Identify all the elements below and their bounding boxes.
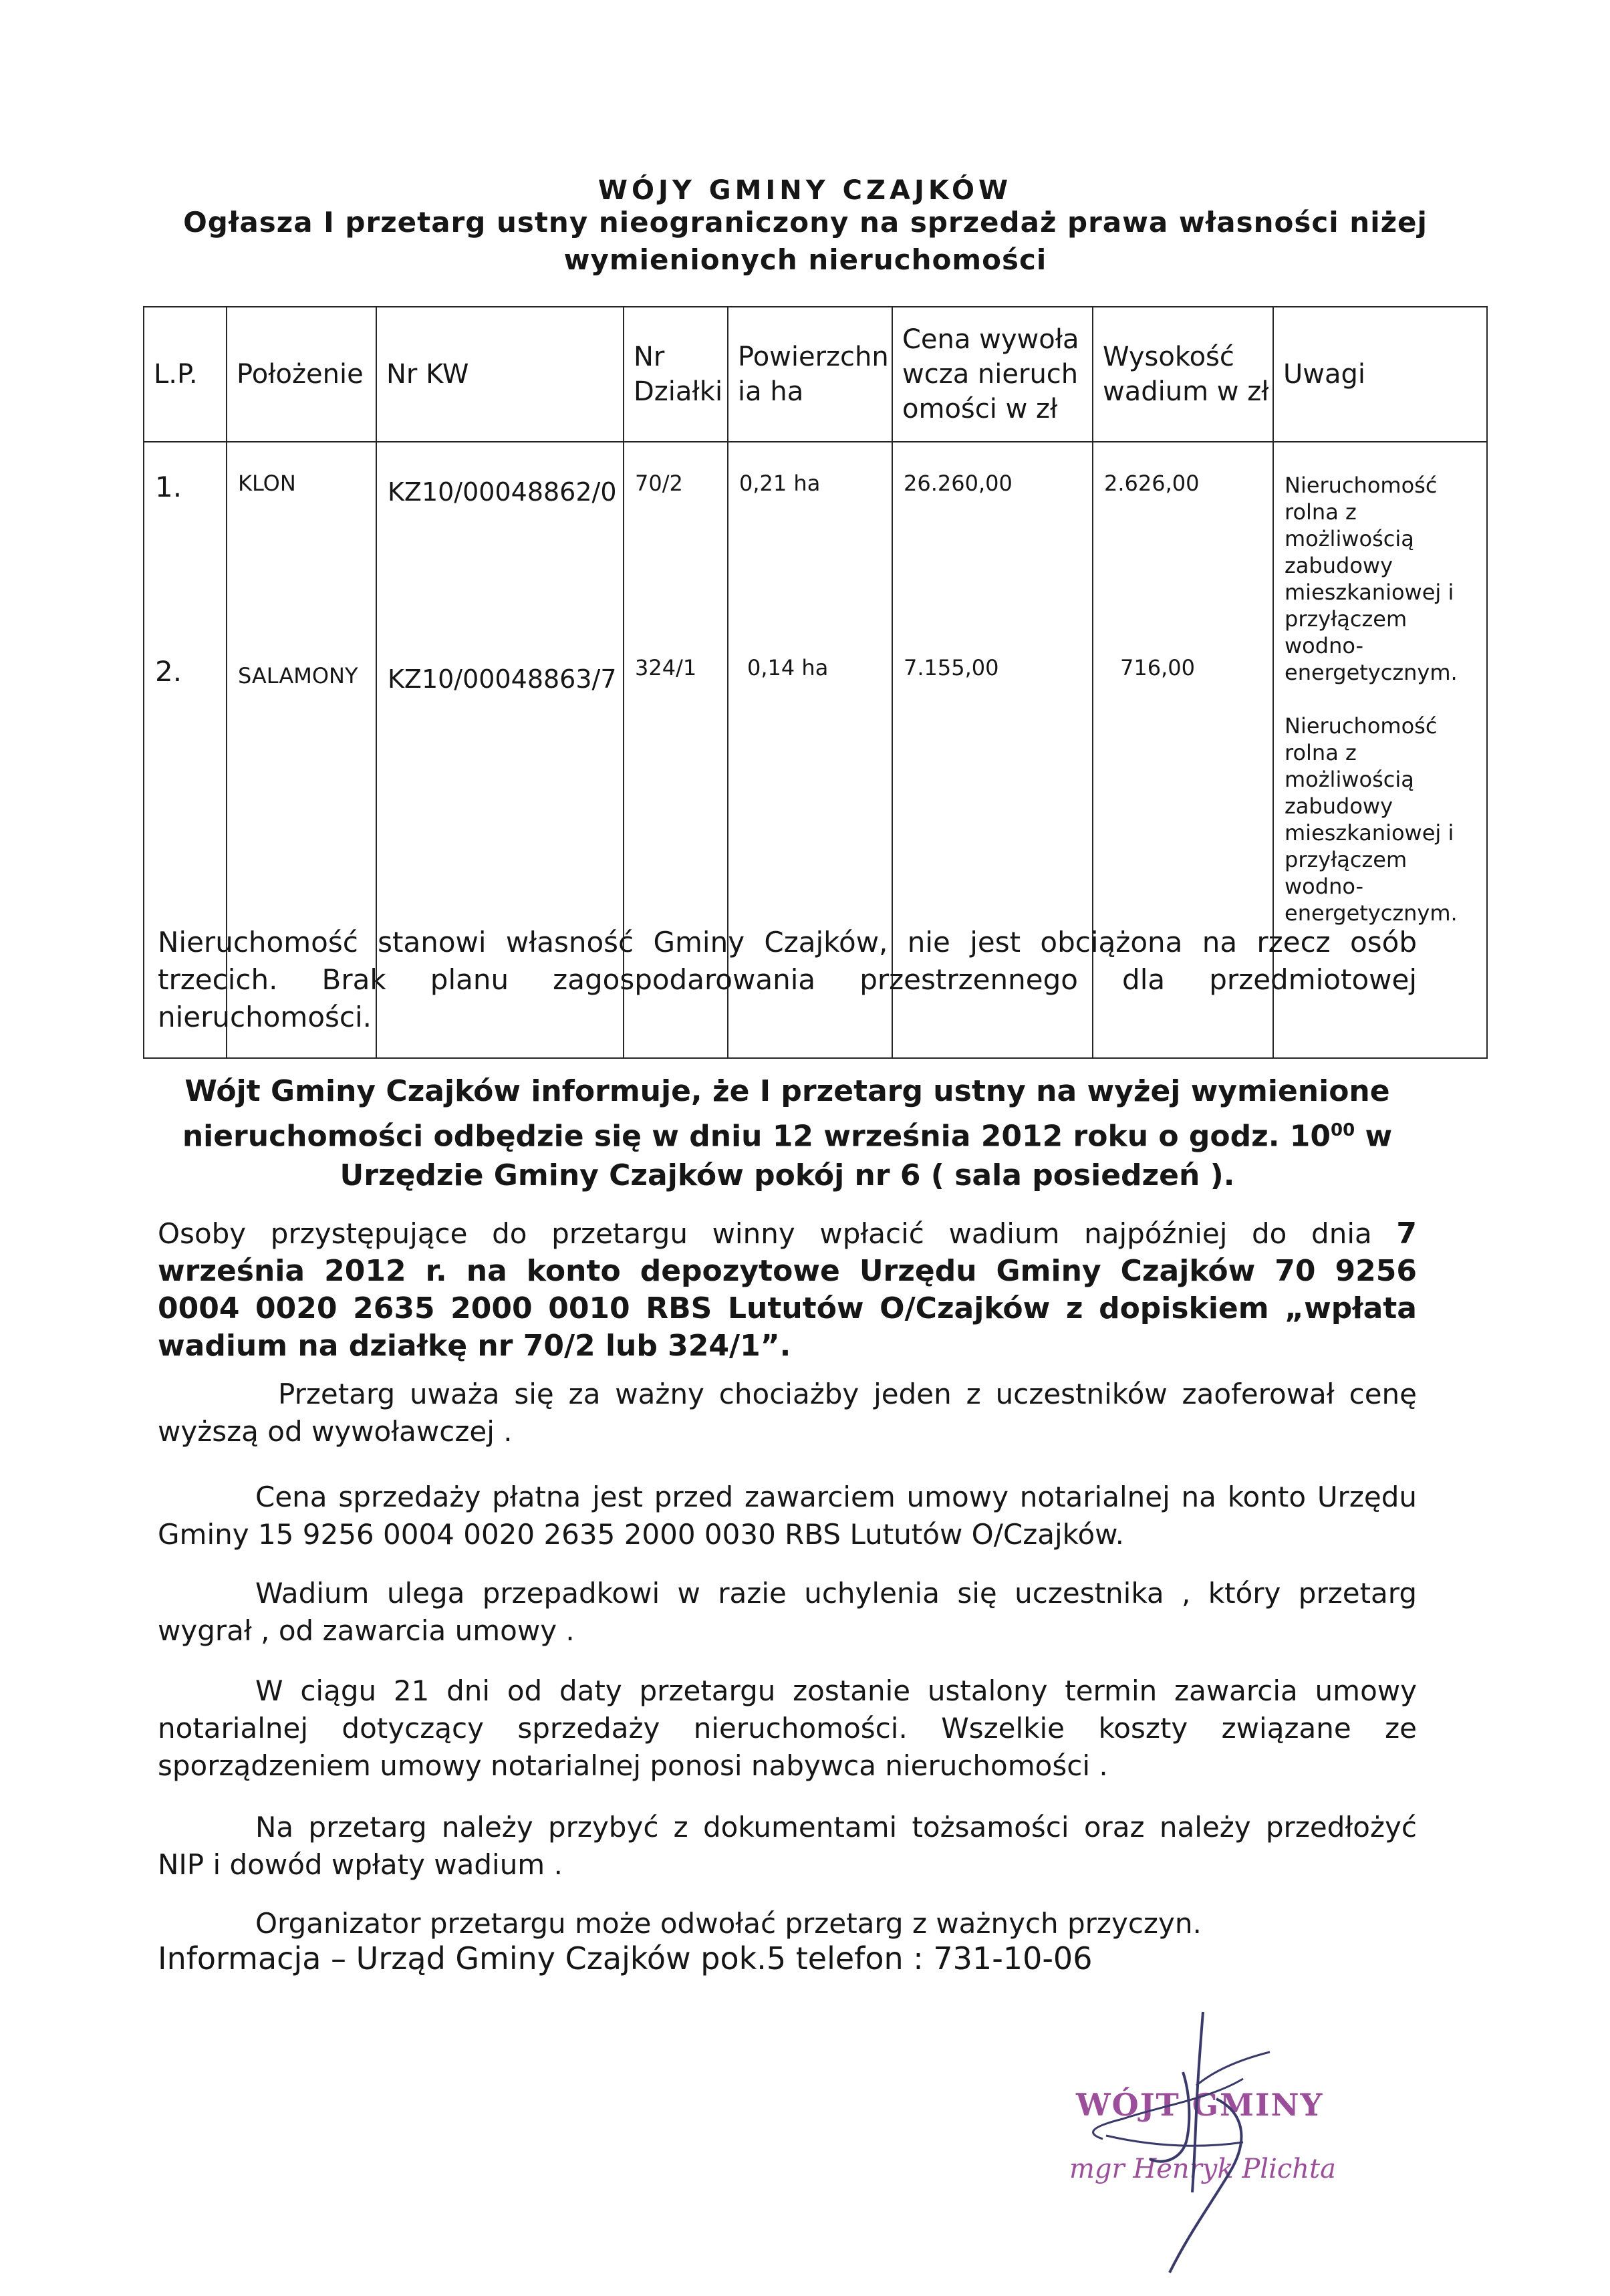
row2-wadium: 716,00 [1120,655,1195,680]
header-lp: L.P. [144,307,227,442]
official-stamp-title: WÓJT GMINY [1076,2087,1324,2123]
document-title: WÓJY GMINY CZAJKÓW [597,175,1013,206]
header-wadium: Wysokość wadium w zł [1093,307,1273,442]
document-subtitle: Ogłasza I przetarg ustny nieograniczony na sprzedaż prawa własności niżej wymienionych nieruchomości [183,206,1428,276]
header-uwagi: Uwagi [1273,307,1487,442]
row1-cena: 26.260,00 [904,471,1013,496]
paragraph-contact: Informacja – Urząd Gminy Czajków pok.5 telefon : 731-10-06 [158,1940,1093,1976]
handwritten-signature [1043,2005,1363,2286]
paragraph-cancel: Organizator przetargu może odwołać przetarg z ważnych przyczyn. [255,1907,1202,1940]
paragraph-ownership: Nieruchomość stanowi własność Gminy Czajków, nie jest obciążona na rzecz osób trzecich. Brak planu zagospodarowania przestrzennego dla przedmiotowej nieruchomości. [158,926,1417,1033]
paragraph-notary: W ciągu 21 dni od daty przetargu zostanie ustalony termin zawarcia umowy notarialnej dotyczący sprzedaży nieruchomości. Wszelkie koszty związane ze sporządzeniem umowy notarialnej ponosi nabywca nieruchomości . [158,1674,1417,1782]
header-cena: Cena wywoławcza nieruchomości w zł [892,307,1093,442]
auction-place-text: w Urzędzie Gminy Czajków pokój nr 6 ( sala posiedzeń ). [340,1119,1393,1192]
auction-date-text: Wójt Gminy Czajków informuje, że I przetarg ustny na wyżej wymienione nieruchomości odbędzie się w dniu 12 września 2012 roku o godz. 10 [182,1074,1390,1154]
row2-cena: 7.155,00 [904,655,999,680]
auction-hour-superscript: 00 [1331,1120,1355,1140]
official-stamp-name: mgr Henryk Plichta [1069,2154,1336,2184]
row1-nr-dzialki: 70/2 [635,471,683,496]
paragraph-payment: Cena sprzedaży płatna jest przed zawarciem umowy notarialnej na konto Urzędu Gminy 15 9256 0004 0020 2635 2000 0030 RBS Lututów O/Czajków. [158,1481,1417,1551]
row1-nr-kw: KZ10/00048862/0 [388,477,617,507]
row1-wadium: 2.626,00 [1104,471,1200,496]
row2-powierzchnia: 0,14 ha [747,655,829,680]
header-nr-dzialki: Nr Działki [624,307,728,442]
header-powierzchnia: Powierzchnia ha [728,307,892,442]
table-header-row [144,307,1487,442]
paragraph-documents: Na przetarg należy przybyć z dokumentami tożsamości oraz należy przedłożyć NIP i dowód wpłaty wadium . [158,1811,1417,1881]
paragraph-validity: Przetarg uważa się za ważny chociażby jeden z uczestników zaoferował cenę wyższą od wywoławczej . [158,1378,1417,1448]
paragraph-auction-date [158,1072,1417,1195]
row1-lp: 1. [155,471,182,503]
paragraph-deposit [158,1215,1417,1365]
row2-nr-dzialki: 324/1 [635,655,697,680]
header-polozenie: Położenie [227,307,376,442]
deposit-intro: Osoby przystępujące do przetargu winny wpłacić wadium najpóźniej do dnia [158,1217,1397,1250]
row2-lp: 2. [155,655,182,688]
row2-nr-kw: KZ10/00048863/7 [388,664,617,694]
row1-polozenie: KLON [238,471,296,496]
row1-uwagi: Nieruchomość rolna z możliwością zabudowy mieszkaniowej i przyłączem wodno-energetycznym. [1285,473,1458,685]
row1-powierzchnia: 0,21 ha [739,471,821,496]
paragraph-forfeit: Wadium ulega przepadkowi w razie uchylenia się uczestnika , który przetarg wygrał , od zawarcia umowy . [158,1577,1417,1647]
row2-polozenie: SALAMONY [238,663,358,688]
header-nr-kw: Nr KW [376,307,624,442]
deposit-details: 7 września 2012 r. na konto depozytowe Urzędu Gminy Czajków 70 9256 0004 0020 2635 2000 0010 RBS Lututów O/Czajków z dopiskiem „wpłata wadium na działkę nr 70/2 lub 324/1”. [158,1217,1417,1363]
row2-uwagi: Nieruchomość rolna z możliwością zabudowy mieszkaniowej i przyłączem wodno-energetycznym. [1285,713,1458,926]
